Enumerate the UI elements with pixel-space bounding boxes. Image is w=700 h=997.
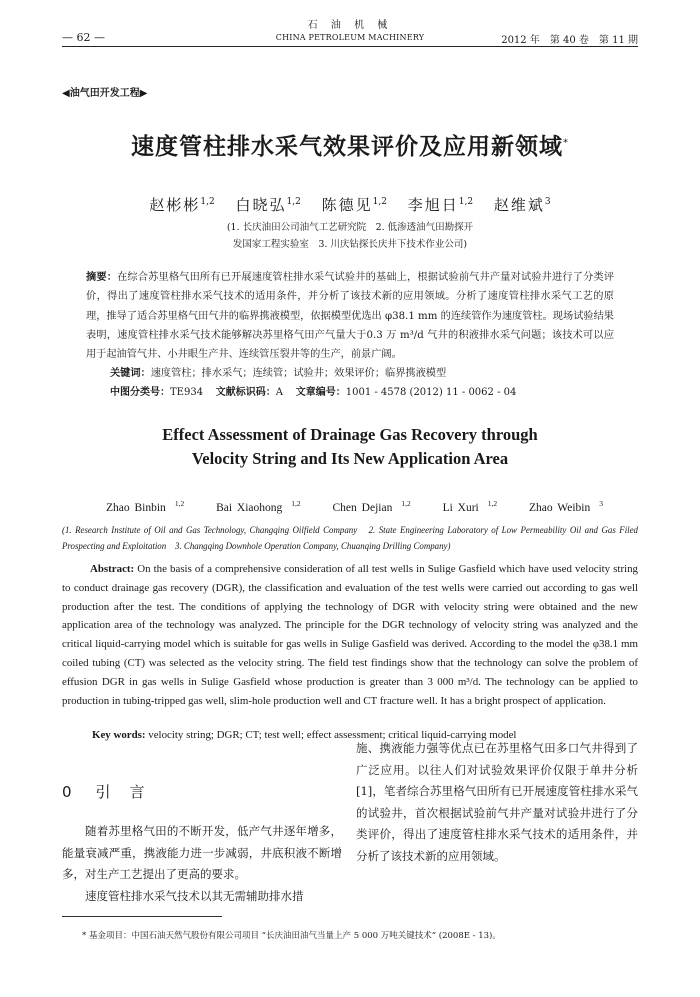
author-cn: 李旭日$^{1,2}$ [407, 196, 474, 214]
affiliation-cn [120, 219, 580, 253]
affiliation-en-text: (1. Research Institute of Oil and Gas Technology, Changqing Oilfield Company 2. State Engineering Laboratory of Low Permeability Oil and Gas Filed Prospecting and Exploitation 3. Changqing Downhole Operation Company, Chuanqing Drilling Company) [62, 525, 638, 551]
abstract-en-label: Abstract: [90, 563, 135, 575]
journal-title-cn: 石 油 机 械 [307, 20, 393, 31]
abstract-en-text: On the basis of a comprehensive consideration of all test wells in Sulige Gasfield which have used velocity string to conduct drainage gas recovery (DGR), the classification and evaluation of the test wells were carried out according to gas well production after the test. The conditions of applying the technology of DGR with velocity string were obtained and the new application area of the technology was analyzed. The principle for the DGR technology of velocity string was analyzed and the critical liquid-carrying model which is suitable for gas wells in Sulige Gasfield was derived. According to the model the φ38.1 mm coiled tubing (CT) was selected as the velocity string. The field test findings show that the technology can solve the problem of effusion DGR in gas wells in Sulige Gasfield whose production is greater than 3 000 m³/d. The technology can be applied to production in tubing-tripped gas well, slim-hole production well and CT fracture well. It has a bright prospect of application. [62, 563, 638, 707]
authors-en [0, 499, 700, 514]
classification-cn [110, 383, 614, 402]
authors-cn [0, 194, 700, 215]
issue-info: 2012 年 第 40 卷 第 11 期 [501, 35, 638, 46]
body-paragraph: 随着苏里格气田的不断开发，低产气井逐年增多，能量衰减严重，携液能力进一步减弱，井底积液不断增多，对生产工艺提出了更高的要求。 [62, 824, 342, 881]
clc-label: 中图分类号： [110, 387, 170, 398]
body-paragraph: 施、携液能力强等优点已在苏里格气田多口气井得到了广泛应用。以往人们对试验效果评价仅限于单井分析[1]，笔者综合苏里格气田所有已开展速度管柱排水采气的试验井，首次根据试验前气井产量对试验井进行了分类评价，得出了速度管柱排水采气技术的适用条件，并分析了该技术新的应用领域。 [356, 741, 638, 863]
abstract-cn-label: 摘要： [86, 272, 118, 283]
paper-title-en [0, 423, 700, 471]
section-tag: ◀油气田开发工程▶ [62, 88, 148, 99]
keywords-en-text: velocity string; DGR; CT; test well; effect assessment; critical liquid-carrying model [148, 729, 517, 741]
paper-title-en-line-1: Effect Assessment of Drainage Gas Recovery through [162, 425, 538, 444]
keywords-cn-label: 关键词： [110, 368, 151, 379]
section-heading [62, 781, 169, 802]
paper-title-cn-text: 速度管柱排水采气效果评价及应用新领域 [131, 134, 563, 160]
keywords-en-label: Key words: [92, 729, 146, 741]
author-cn: 白晓弘$^{1,2}$ [235, 196, 301, 214]
footnote-rule [62, 916, 222, 917]
author-cn: 陈德见$^{1,2}$ [321, 196, 387, 214]
page-number: — 62 — [62, 31, 105, 44]
author-cn: 赵彬彬$^{1,2}$ [149, 196, 215, 214]
clc-value: TE934 [170, 387, 204, 398]
abstract-cn-text: 在综合苏里格气田所有已开展速度管柱排水采气试验井的基础上，根据试验前气井产量对试验井进行了分类评价，得出了速度管柱排水采气技术的适用条件，并分析了该技术新的应用领域。分析了速度管柱排水采气工艺的原理，推导了适合苏里格气田气井的临界携液模型，依据模型优选出 φ38.1 mm 的连续管作为速度管柱。现场试验结果表明，速度管柱排水采气技术能够解决苏里格气田产气量大于0.3 万 m³/d 气井的积液排水采气问题；该技术可以应用于起油管气井、小井眼生产井、连续管压裂井等的生产，前景广阔。 [86, 272, 615, 361]
body-column-left [62, 821, 342, 907]
article-number-value: 1001 - 4578 (2012) 11 - 0062 - 04 [345, 387, 517, 398]
author-en: Chen Dejian $^{1,2}$ [332, 499, 411, 514]
affiliation-cn-line-1: (1. 长庆油田公司油气工艺研究院 2. 低渗透油气田勘探开 [226, 222, 474, 233]
abstract-cn [86, 268, 614, 364]
author-cn: 赵维斌$^3$ [493, 196, 551, 214]
section-title: 引 言 [95, 783, 147, 801]
keywords-cn [110, 364, 614, 383]
funding-footnote: * 基金项目：中国石油天然气股份有限公司项目 “长庆油田油气当量上产 5 000 万吨关键技术” (2008E - 13)。 [82, 931, 501, 941]
title-footnote-mark: * [563, 137, 569, 149]
journal-title-en: CHINA PETROLEUM MACHINERY [275, 33, 425, 42]
body-column-right [356, 738, 638, 867]
author-en: Li Xuri $^{1,2}$ [442, 499, 498, 514]
paper-title-cn [0, 128, 700, 161]
author-en: Bai Xiaohong $^{1,2}$ [216, 499, 301, 514]
section-number: 0 [62, 783, 74, 801]
paper-title-en-line-2: Velocity String and Its New Application Area [191, 449, 509, 468]
author-en: Zhao Binbin $^{1,2}$ [105, 499, 185, 514]
abstract-en [62, 560, 638, 710]
keywords-cn-text: 速度管柱；排水采气；连续管；试验井；效果评价；临界携液模型 [150, 368, 447, 379]
header-rule [62, 46, 638, 47]
doc-code-label: 文献标识码： [215, 387, 276, 398]
author-en: Zhao Weibin $^3$ [529, 499, 603, 514]
affiliation-en [62, 522, 638, 554]
doc-code-value: A [275, 387, 284, 398]
article-number-label: 文章编号： [295, 387, 346, 398]
body-paragraph: 速度管柱排水采气技术以其无需辅助排水措 [85, 888, 304, 903]
affiliation-cn-line-2: 发国家工程实验室 3. 川庆钻探长庆井下技术作业公司) [232, 239, 468, 250]
